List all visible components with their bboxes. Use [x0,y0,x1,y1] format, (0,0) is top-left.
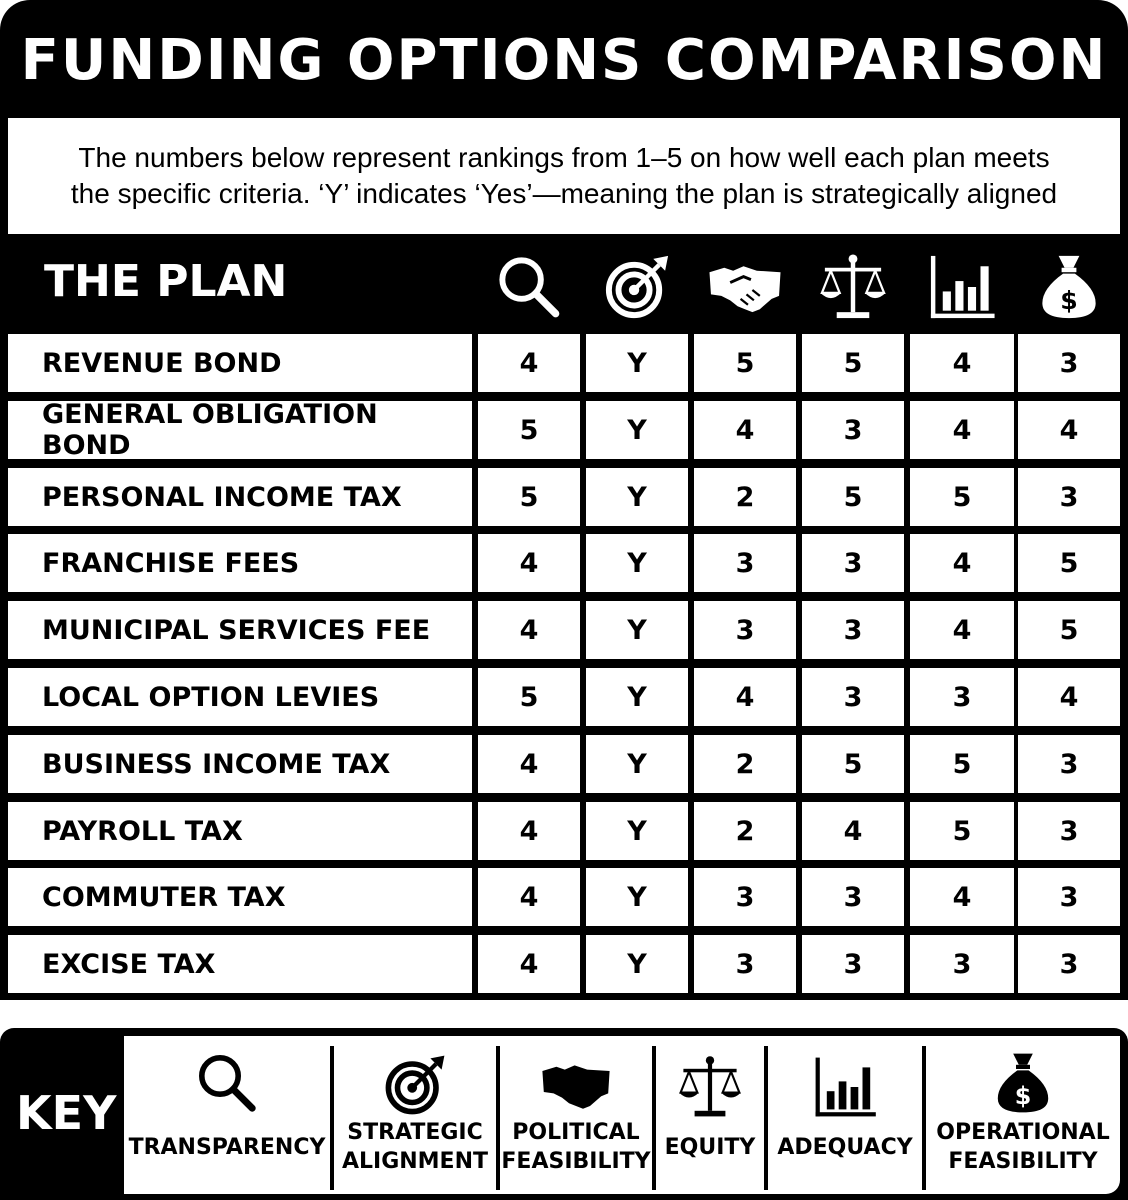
key-item-label-line: FEASIBILITY [948,1149,1098,1174]
row-value: 3 [694,935,796,993]
row-name: GENERAL OBLIGATION BOND [8,401,472,459]
row-value: 4 [910,534,1014,592]
bar-chart-icon [810,1052,880,1122]
row-value: 5 [478,468,580,526]
scales-icon [805,250,901,324]
row-value: 4 [910,868,1014,926]
row-value: 4 [1018,401,1120,459]
row-value: 4 [478,802,580,860]
row-value: 4 [910,334,1014,392]
row-value: 3 [1018,334,1120,392]
row-value: 4 [478,735,580,793]
row-value: 4 [478,868,580,926]
row-name: COMMUTER TAX [8,868,472,926]
key-item [768,1036,922,1194]
page-title: FUNDING OPTIONS COMPARISON [20,28,1108,93]
row-value: 3 [1018,735,1120,793]
row-value: 3 [802,935,904,993]
subtitle-line-1: The numbers below represent rankings from 1–5 on how well each plan meets [78,142,1050,173]
magnifier-icon [192,1048,262,1118]
key-item-label-line: POLITICAL [512,1120,640,1145]
row-value: Y [586,935,688,993]
row-value: Y [586,468,688,526]
target-icon [589,250,685,324]
key-divider [330,1046,334,1190]
row-name: REVENUE BOND [8,334,472,392]
plan-column-header: THE PLAN [44,256,288,307]
key-item [926,1036,1120,1194]
row-value: 4 [478,334,580,392]
row-value: Y [586,668,688,726]
row-value: Y [586,401,688,459]
row-value: 5 [478,401,580,459]
key-item-label-line: ALIGNMENT [341,1149,489,1174]
key-label: KEY [16,1086,117,1140]
row-value: 3 [1018,935,1120,993]
row-value: 3 [910,935,1014,993]
row-value: 3 [802,668,904,726]
row-value: 3 [802,601,904,659]
key-item [656,1036,764,1194]
row-value: Y [586,601,688,659]
row-value: 3 [694,868,796,926]
key-item-label-line: STRATEGIC [347,1120,483,1145]
key-item-label [124,1133,330,1162]
key-divider [496,1046,500,1190]
row-value: 2 [694,468,796,526]
row-value: 5 [910,802,1014,860]
row-value: 3 [1018,868,1120,926]
row-value: 5 [1018,601,1120,659]
row-value: 4 [478,935,580,993]
row-value: 3 [694,534,796,592]
svg-text:$: $ [1060,286,1078,316]
row-name: LOCAL OPTION LEVIES [8,668,472,726]
svg-text:$: $ [1014,1082,1032,1110]
row-value: 5 [802,735,904,793]
bar-chart-icon [914,250,1010,324]
row-value: 3 [802,534,904,592]
row-value: 2 [694,802,796,860]
row-name: MUNICIPAL SERVICES FEE [8,601,472,659]
row-value: 5 [910,735,1014,793]
key-divider [922,1046,926,1190]
subtitle-line-2: the specific criteria. ‘Y’ indicates ‘Yes’—meaning the plan is strategically aligned [70,178,1058,209]
row-value: 4 [1018,668,1120,726]
row-value: 5 [1018,534,1120,592]
row-value: 3 [802,401,904,459]
row-value: 5 [802,468,904,526]
row-value: 4 [478,534,580,592]
row-value: 4 [694,668,796,726]
target-icon [380,1050,450,1120]
key-divider [764,1046,768,1190]
row-value: 3 [1018,468,1120,526]
row-value: Y [586,735,688,793]
row-value: 5 [802,334,904,392]
row-value: 4 [802,802,904,860]
row-value: 3 [802,868,904,926]
key-item [500,1036,652,1194]
row-value: 2 [694,735,796,793]
row-value: 3 [1018,802,1120,860]
row-name: PERSONAL INCOME TAX [8,468,472,526]
handshake-icon [541,1050,611,1120]
key-item-label-line: TRANSPARENCY [128,1135,326,1160]
money-bag-icon [1021,250,1117,324]
key-item-label-line: ADEQUACY [777,1135,913,1160]
row-value: 4 [694,401,796,459]
row-value: Y [586,334,688,392]
key-item [124,1036,330,1194]
row-value: 5 [694,334,796,392]
row-name: PAYROLL TAX [8,802,472,860]
key-item-label [500,1118,652,1176]
handshake-icon [697,250,793,324]
key-item-label [768,1133,922,1162]
row-value: Y [586,868,688,926]
magnifier-icon [481,250,577,324]
row-value: Y [586,534,688,592]
key-item [334,1036,496,1194]
row-name: BUSINESS INCOME TAX [8,735,472,793]
row-value: Y [586,802,688,860]
key-item-label-line: OPERATIONAL [936,1120,1110,1145]
subtitle-box [8,118,1120,234]
key-item-label [334,1118,496,1176]
key-divider [652,1046,656,1190]
key-item-label [656,1133,764,1162]
row-value: 4 [910,401,1014,459]
money-bag-icon [988,1048,1058,1118]
row-value: 4 [910,601,1014,659]
row-value: 3 [910,668,1014,726]
key-item-label-line: FEASIBILITY [501,1149,651,1174]
row-value: 4 [478,601,580,659]
key-item-label [926,1118,1120,1176]
row-name: EXCISE TAX [8,935,472,993]
row-value: 3 [694,601,796,659]
row-value: 5 [910,468,1014,526]
scales-icon [675,1052,745,1122]
row-value: 5 [478,668,580,726]
key-item-label-line: EQUITY [664,1135,756,1160]
row-name: FRANCHISE FEES [8,534,472,592]
